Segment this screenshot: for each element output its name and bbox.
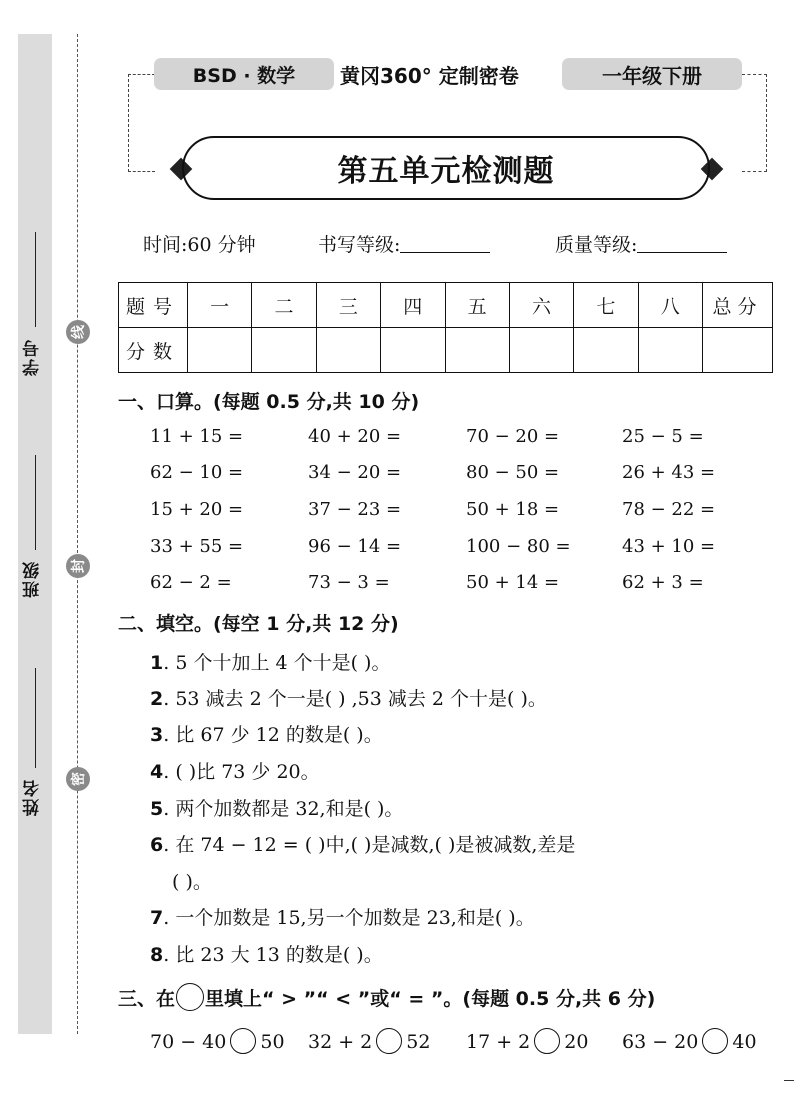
mental-math-problem: 37 − 23 = (308, 499, 402, 520)
compare-left: 32 + 2 (308, 1031, 373, 1053)
item-text: . 一个加数是 15,另一个加数是 23,和是( )。 (163, 907, 535, 929)
compare-right: 50 (260, 1031, 285, 1053)
item-text: . 53 减去 2 个一是( ) ,53 减去 2 个十是( )。 (163, 688, 547, 710)
header-frame-right (742, 74, 767, 172)
fill-item-2 (150, 684, 547, 711)
compare-circle[interactable] (534, 1028, 560, 1054)
column-header-cell: 二 (252, 283, 316, 328)
name-line (35, 668, 36, 768)
item-number: 8 (150, 944, 164, 966)
mental-math-problem: 62 + 3 = (622, 572, 704, 593)
column-header-cell: 六 (509, 283, 573, 328)
quality-grade (555, 230, 727, 257)
item-number: 6 (150, 834, 164, 856)
mental-math-problem: 40 + 20 = (308, 426, 402, 447)
item-number: 2 (150, 688, 164, 710)
mental-math-problem: 34 − 20 = (308, 462, 402, 483)
item-text: . 比 23 大 13 的数是( )。 (163, 944, 383, 966)
header-frame-left (128, 74, 155, 172)
column-header-cell: 一 (188, 283, 252, 328)
mental-math-problem: 80 − 50 = (466, 462, 560, 483)
column-header-cell: 四 (381, 283, 445, 328)
mental-math-problem: 15 + 20 = (150, 499, 244, 520)
score-cell[interactable] (703, 328, 773, 373)
compare-item-2 (308, 1028, 430, 1054)
column-header-cell: 七 (574, 283, 638, 328)
quality-grade-blank[interactable] (637, 234, 727, 253)
compare-left: 17 + 2 (466, 1031, 531, 1053)
mental-math-problem: 70 − 20 = (466, 426, 560, 447)
score-cell[interactable] (316, 328, 380, 373)
mental-math-problem: 50 + 14 = (466, 572, 560, 593)
item-number: 7 (150, 907, 164, 929)
mental-math-problem: 62 − 10 = (150, 462, 244, 483)
section2-title: 二、填空。(每空 1 分,共 12 分) (118, 613, 399, 635)
compare-circle[interactable] (230, 1028, 256, 1054)
compare-circle[interactable] (702, 1028, 728, 1054)
writing-grade-label: 书写等级: (318, 234, 401, 256)
cut-line (77, 34, 78, 1034)
fill-item-4 (150, 757, 320, 784)
item-text: ( )。 (172, 871, 212, 893)
section1-title: 一、口算。(每题 0.5 分,共 10 分) (118, 391, 420, 413)
writing-grade-blank[interactable] (400, 234, 490, 253)
mental-math-problem: 11 + 15 = (150, 426, 244, 447)
mental-math-problem: 43 + 10 = (622, 536, 716, 557)
score-label-cell: 分数 (119, 328, 188, 373)
item-number: 1 (150, 652, 164, 674)
item-text: . 5 个十加上 4 个十是( )。 (163, 652, 391, 674)
section3-title (118, 983, 655, 1011)
fill-item-6 (150, 830, 575, 857)
fill-item-7 (150, 903, 535, 930)
compare-left: 63 − 20 (622, 1031, 699, 1053)
grade-tag: 一年级下册 (562, 58, 742, 90)
score-table-score-row (119, 328, 773, 373)
class-line (35, 455, 36, 550)
mental-math-problem: 100 − 80 = (466, 536, 571, 557)
writing-grade (318, 230, 490, 257)
mental-math-problem: 96 − 14 = (308, 536, 402, 557)
fill-item-8 (150, 940, 383, 967)
column-header-cell: 三 (316, 283, 380, 328)
compare-item-3 (466, 1028, 588, 1054)
mental-math-problem: 25 − 5 = (622, 426, 704, 447)
compare-right: 52 (406, 1031, 431, 1053)
seal-mark-secret: 密 (66, 767, 90, 791)
mental-math-problem: 33 + 55 = (150, 536, 244, 557)
mental-math-problem: 73 − 3 = (308, 572, 390, 593)
score-table (118, 282, 773, 373)
column-header-cell: 八 (638, 283, 702, 328)
item-text: . 在 74 − 12 = ( )中,( )是减数,( )是被减数,差是 (163, 834, 576, 856)
score-cell[interactable] (445, 328, 509, 373)
item-text: . 比 67 少 12 的数是( )。 (163, 724, 383, 746)
fill-item-1 (150, 648, 390, 675)
compare-circle[interactable] (376, 1028, 402, 1054)
score-cell[interactable] (381, 328, 445, 373)
fill-item-5 (150, 794, 403, 821)
brand-name: 黄冈360° 定制密卷 (340, 64, 519, 88)
mental-math-problem: 78 − 22 = (622, 499, 716, 520)
item-number: 5 (150, 798, 164, 820)
page-title: 第五单元检测题 (337, 154, 555, 189)
row-header-cell: 题号 (119, 283, 188, 328)
score-table-header-row (119, 283, 773, 328)
compare-item-4 (622, 1028, 757, 1054)
section3-title-post: 里填上“ > ”“ < ”或“ = ”。(每题 0.5 分,共 6 分) (205, 988, 656, 1010)
mental-math-problem: 62 − 2 = (150, 572, 232, 593)
subject-tag: BSD · 数学 (154, 58, 334, 90)
section3-title-pre: 三、在 (118, 988, 176, 1010)
score-cell[interactable] (509, 328, 573, 373)
fill-item-3 (150, 720, 383, 747)
score-cell[interactable] (188, 328, 252, 373)
score-cell[interactable] (638, 328, 702, 373)
mental-math-problem: 50 + 18 = (466, 499, 560, 520)
circle-icon (176, 983, 204, 1011)
compare-left: 70 − 40 (150, 1031, 227, 1053)
seal-mark-seal: 封 (66, 554, 90, 578)
mental-math-problem: 26 + 43 = (622, 462, 716, 483)
item-number: 4 (150, 761, 164, 783)
score-cell[interactable] (252, 328, 316, 373)
corner-mark (784, 1080, 794, 1081)
student-id-label: 学号 (23, 338, 43, 376)
item-number: 3 (150, 724, 164, 746)
compare-item-1 (150, 1028, 285, 1054)
column-header-cell: 五 (445, 283, 509, 328)
compare-right: 20 (564, 1031, 589, 1053)
score-cell[interactable] (574, 328, 638, 373)
time-info: 时间:60 分钟 (143, 234, 256, 256)
student-id-line (35, 232, 36, 327)
title-banner (182, 136, 710, 200)
class-label: 班级 (23, 560, 43, 598)
fill-item-6-cont (172, 867, 212, 894)
seal-mark-line: 线 (66, 320, 90, 344)
quality-grade-label: 质量等级: (555, 234, 638, 256)
compare-right: 40 (732, 1031, 757, 1053)
item-text: . ( )比 73 少 20。 (163, 761, 320, 783)
item-text: . 两个加数都是 32,和是( )。 (163, 798, 404, 820)
name-label: 姓名 (23, 778, 43, 816)
column-header-cell: 总分 (703, 283, 773, 328)
